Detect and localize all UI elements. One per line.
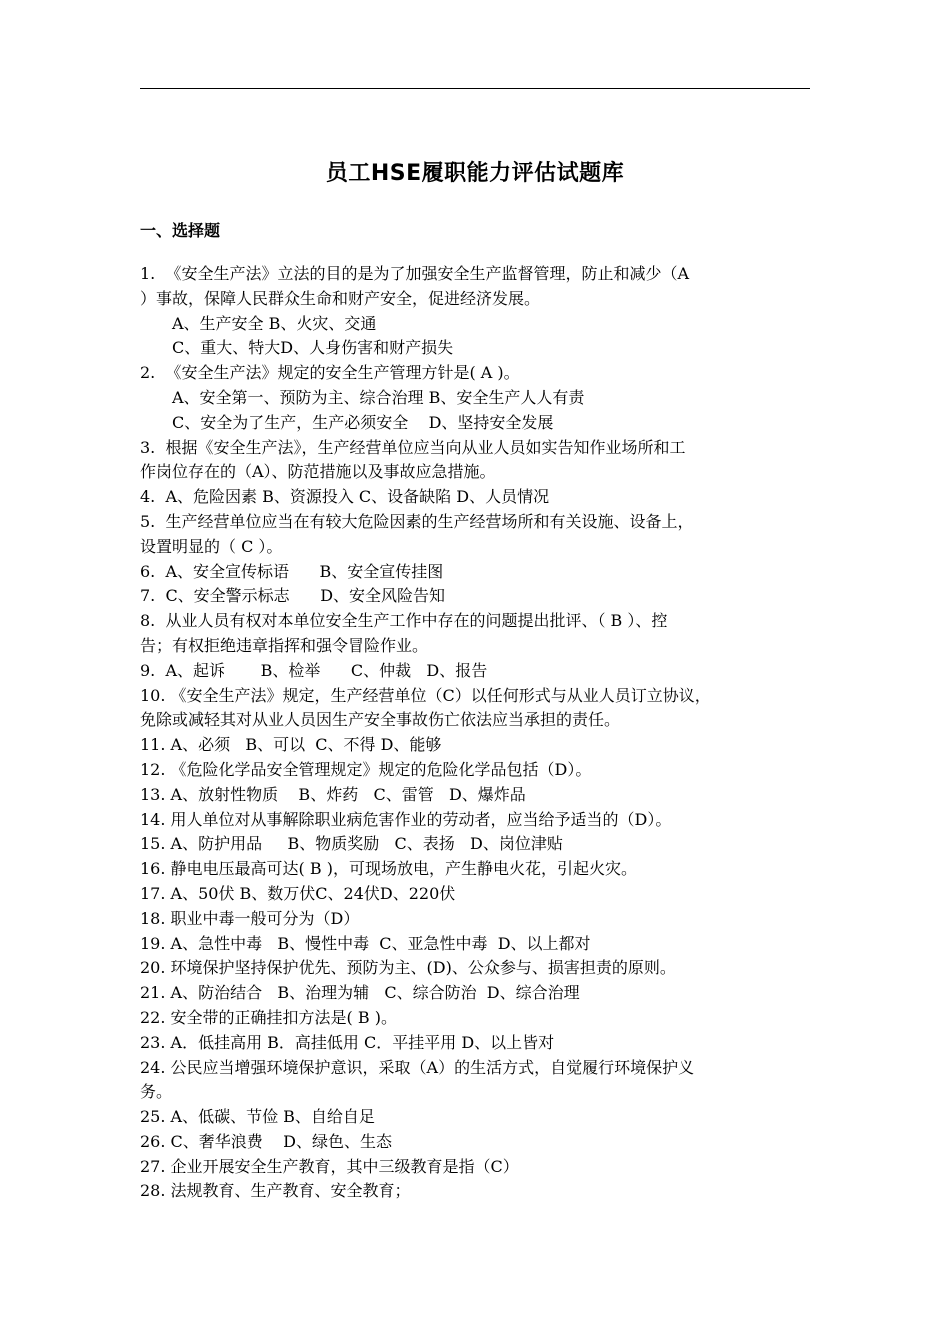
text-line: ）事故，保障人民群众生命和财产安全，促进经济发展。 xyxy=(140,288,541,308)
text-line: 13. A、放射性物质 B、炸药 C、雷管 D、爆炸品 xyxy=(140,784,526,804)
text-line: 15. A、防护用品 B、物质奖励 C、表扬 D、岗位津贴 xyxy=(140,834,563,854)
text-line: 11. A、必须 B、可以 C、不得 D、能够 xyxy=(140,735,442,755)
text-line: 4. A、危险因素 B、资源投入 C、设备缺陷 D、人员情况 xyxy=(140,487,550,507)
text-line: 1. 《安全生产法》立法的目的是为了加强安全生产监督管理，防止和减少（A xyxy=(140,264,689,283)
header-rule xyxy=(140,88,810,89)
text-line: 作岗位存在的（A）、防范措施以及事故应急措施。 xyxy=(140,462,496,482)
text-line: 17. A、50伏 B、数万伏C、24伏D、220伏 xyxy=(140,883,456,903)
text-line: 27. 企业开展安全生产教育，其中三级教育是指（C） xyxy=(140,1156,519,1176)
text-line: 3. 根据《安全生产法》，生产经营单位应当向从业人员如实告知作业场所和工 xyxy=(140,437,686,457)
text-line: 28. 法规教育、生产教育、安全教育； xyxy=(140,1181,411,1201)
text-line: A、生产安全 B、火灾、交通 xyxy=(172,313,377,333)
text-line: 设置明显的（ C ）。 xyxy=(140,536,283,556)
text-line: 务。 xyxy=(140,1082,173,1102)
page-title: 员工HSE履职能力评估试题库 xyxy=(325,161,625,186)
question-list xyxy=(140,262,820,1204)
text-line: 25. A、低碳、节俭 B、自给自足 xyxy=(140,1107,375,1127)
text-line: 告；有权拒绝违章指挥和强令冒险作业。 xyxy=(140,635,429,655)
text-line: 21. A、防治结合 B、治理为辅 C、综合防治 D、综合治理 xyxy=(140,983,580,1003)
text-line: 8. 从业人员有权对本单位安全生产工作中存在的问题提出批评、（ B ）、控 xyxy=(140,611,668,631)
text-line: 16. 静电电压最高可达( B )，可现场放电，产生静电火花，引起火灾。 xyxy=(140,859,637,879)
text-line: C、重大、特大D、人身伤害和财产损失 xyxy=(172,338,454,358)
text-line: C、安全为了生产，生产必须安全 D、坚持安全发展 xyxy=(172,412,554,432)
text-line: 14. 用人单位对从事解除职业病危害作业的劳动者，应当给予适当的（D）。 xyxy=(140,809,672,829)
text-line: 6. A、安全宣传标语 B、安全宣传挂图 xyxy=(140,561,444,581)
text-line: 7. C、安全警示标志 D、安全风险告知 xyxy=(140,586,446,606)
text-line: 10. 《安全生产法》规定，生产经营单位（C）以任何形式与从业人员订立协议， xyxy=(140,685,711,705)
text-line: 5. 生产经营单位应当在有较大危险因素的生产经营场所和有关设施、设备上， xyxy=(140,511,694,531)
text-line: 免除或减轻其对从业人员因生产安全事故伤亡依法应当承担的责任。 xyxy=(140,710,621,730)
text-line: 24. 公民应当增强环境保护意识，采取（A）的生活方式，自觉履行环境保护义 xyxy=(140,1057,695,1077)
text-line: 12. 《危险化学品安全管理规定》规定的危险化学品包括（D）。 xyxy=(140,759,592,779)
text-line: 9. A、起诉 B、检举 C、仲裁 D、报告 xyxy=(140,660,488,680)
section-heading: 一、选择题 xyxy=(140,221,221,240)
text-line: 22. 安全带的正确挂扣方法是( B )。 xyxy=(140,1007,397,1027)
text-line: 19. A、急性中毒 B、慢性中毒 C、亚急性中毒 D、以上都对 xyxy=(140,933,591,953)
text-line: 20. 环境保护坚持保护优先、预防为主、(D)、公众参与、损害担责的原则。 xyxy=(140,958,676,978)
text-line: 2. 《安全生产法》规定的安全生产管理方针是( A )。 xyxy=(140,363,520,383)
text-line: 23. A．低挂高用 B．高挂低用 C．平挂平用 D、以上皆对 xyxy=(140,1032,555,1052)
text-line: 18. 职业中毒一般可分为（D） xyxy=(140,908,360,928)
text-line: 26. C、奢华浪费 D、绿色、生态 xyxy=(140,1131,392,1151)
text-line: A、安全第一、预防为主、综合治理 B、安全生产人人有责 xyxy=(172,387,585,407)
